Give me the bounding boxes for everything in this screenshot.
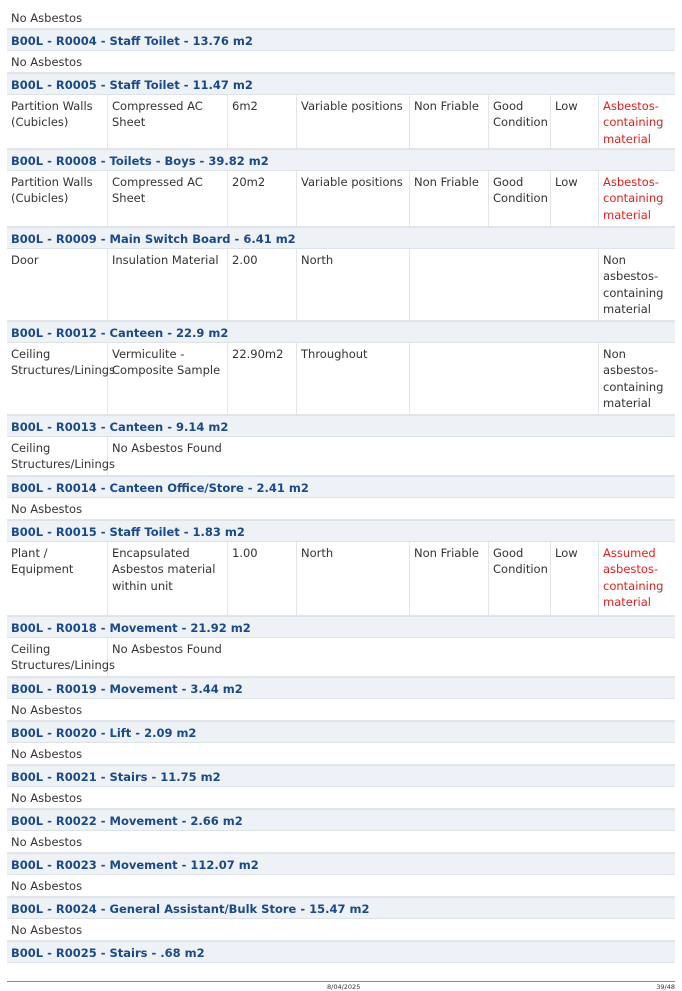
table-row [7,343,675,415]
risk-cell: Low [551,95,599,148]
item-cell: Partition Walls (Cubicles) [7,171,108,226]
risk-cell: Low [551,542,599,615]
room-header: B00L - R0022 - Movement - 2.66 m2 [7,809,675,831]
item-cell: Ceiling Structures/Linings [7,343,108,414]
room-header: B00L - R0021 - Stairs - 11.75 m2 [7,765,675,787]
material-cell: Compressed AC Sheet [108,171,228,226]
item-cell: Door [7,249,108,320]
friability-cell: Non Friable [410,542,489,615]
room-header: B00L - R0024 - General Assistant/Bulk Store - 15.47 m2 [7,897,675,919]
status-cell: Asbestos-containing material [603,175,664,222]
no-asbestos-note: No Asbestos [7,831,675,853]
no-asbestos-note: No Asbestos [7,787,675,809]
table-row [7,638,675,677]
quantity-cell: 6m2 [228,95,297,148]
room-header: B00L - R0014 - Canteen Office/Store - 2.41 m2 [7,476,675,498]
table-row [7,249,675,321]
location-cell: Variable positions [297,171,410,226]
location-cell: Throughout [297,343,410,414]
room-header: B00L - R0015 - Staff Toilet - 1.83 m2 [7,520,675,542]
room-header: B00L - R0012 - Canteen - 22.9 m2 [7,321,675,343]
friability-cell: Non Friable [410,95,489,148]
room-header: B00L - R0018 - Movement - 21.92 m2 [7,616,675,638]
room-header: B00L - R0013 - Canteen - 9.14 m2 [7,415,675,437]
status-cell: Non asbestos-containing material [603,253,664,316]
location-cell: Variable positions [297,95,410,148]
condition-cell: Good Condition [489,171,551,226]
room-header: B00L - R0020 - Lift - 2.09 m2 [7,721,675,743]
table-row [7,171,675,227]
no-asbestos-note: No Asbestos [7,498,675,520]
room-header: B00L - R0023 - Movement - 112.07 m2 [7,853,675,875]
footer-date: 8/04/2025 [327,983,361,991]
material-cell: Vermiculite - Composite Sample [108,343,228,414]
blank-span [410,343,599,414]
finding-cell: No Asbestos Found [112,441,222,455]
status-cell: Non asbestos-containing material [603,347,664,410]
material-cell: Insulation Material [108,249,228,320]
item-cell: Ceiling Structures/Linings [7,437,108,475]
footer-page-number: 39/48 [656,983,675,991]
quantity-cell: 2.00 [228,249,297,320]
no-asbestos-note: No Asbestos [7,743,675,765]
quantity-cell: 22.90m2 [228,343,297,414]
no-asbestos-note: No Asbestos [7,51,675,73]
no-asbestos-note: No Asbestos [7,699,675,721]
room-header: B00L - R0025 - Stairs - .68 m2 [7,941,675,963]
quantity-cell: 20m2 [228,171,297,226]
material-cell: Encapsulated Asbestos material within unit [108,542,228,615]
room-header: B00L - R0019 - Movement - 3.44 m2 [7,677,675,699]
location-cell: North [297,542,410,615]
condition-cell: Good Condition [489,95,551,148]
room-header: B00L - R0005 - Staff Toilet - 11.47 m2 [7,73,675,95]
page-footer [7,981,675,991]
table-row [7,437,675,476]
status-cell: Assumed asbestos-containing material [603,546,664,609]
item-cell: Ceiling Structures/Linings [7,638,108,676]
location-cell: North [297,249,410,320]
table-row [7,542,675,616]
blank-span [410,249,599,320]
material-cell: Compressed AC Sheet [108,95,228,148]
table-row [7,95,675,149]
no-asbestos-note: No Asbestos [7,919,675,941]
room-header: B00L - R0008 - Toilets - Boys - 39.82 m2 [7,149,675,171]
status-cell: Asbestos-containing material [603,99,664,146]
room-header: B00L - R0004 - Staff Toilet - 13.76 m2 [7,29,675,51]
room-header: B00L - R0009 - Main Switch Board - 6.41 m2 [7,227,675,249]
no-asbestos-note: No Asbestos [7,875,675,897]
finding-cell: No Asbestos Found [112,642,222,656]
friability-cell: Non Friable [410,171,489,226]
quantity-cell: 1.00 [228,542,297,615]
item-cell: Partition Walls (Cubicles) [7,95,108,148]
no-asbestos-note: No Asbestos [7,7,675,29]
item-cell: Plant / Equipment [7,542,108,615]
risk-cell: Low [551,171,599,226]
condition-cell: Good Condition [489,542,551,615]
asbestos-register-table [7,7,675,963]
